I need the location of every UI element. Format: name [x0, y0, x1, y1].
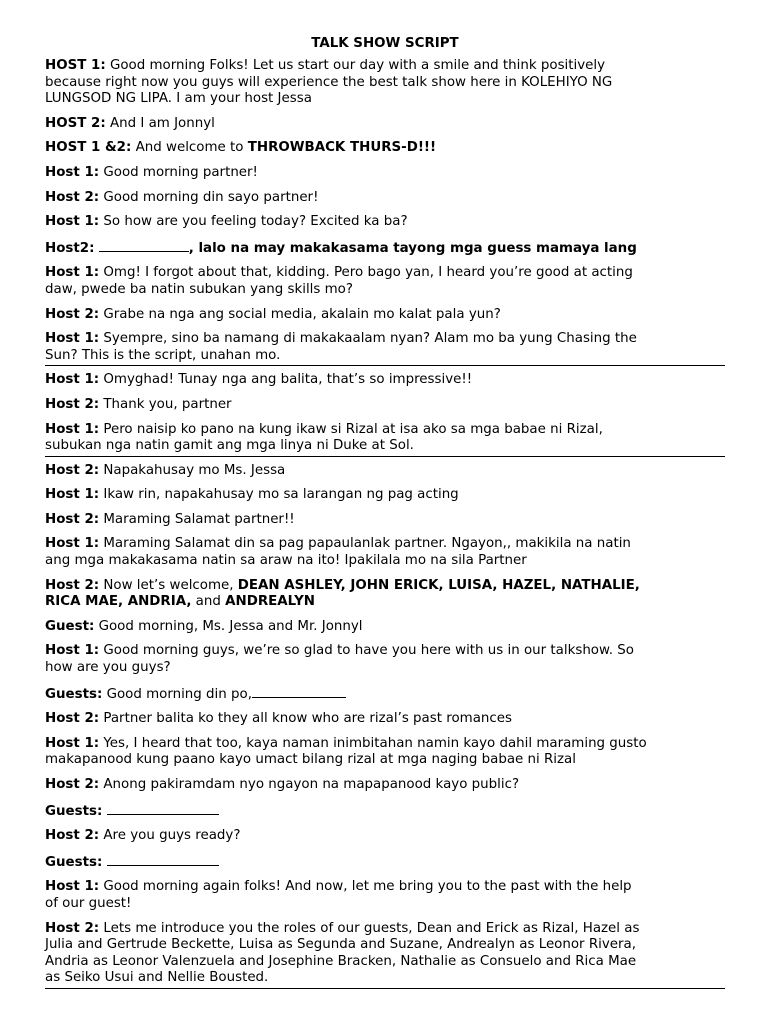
dialogue-text: Yes, I heard that too, kaya naman inimbitahan namin kayo dahil maraming gusto	[99, 735, 647, 751]
speaker-label: Host 1:	[45, 536, 100, 552]
script-line	[45, 463, 725, 480]
speaker-label: Host 2:	[45, 577, 100, 593]
script-line	[45, 536, 725, 569]
script-line	[45, 512, 725, 529]
script-line	[45, 265, 725, 298]
speaker-label: HOST 1 &2:	[45, 140, 132, 156]
script-line	[45, 307, 725, 324]
script-line	[45, 58, 725, 108]
speaker-label: Guests:	[45, 686, 103, 702]
script-line	[45, 736, 725, 769]
dialogue-text: Good morning partner!	[99, 164, 258, 180]
dialogue-text: how are you guys?	[45, 660, 171, 676]
speaker-label: Host 2:	[45, 920, 100, 936]
speaker-label: Host 2:	[45, 306, 100, 322]
speaker-label: Host 1:	[45, 421, 100, 437]
dialogue-text: Anong pakiramdam nyo ngayon na mapapanood kayo public?	[99, 777, 520, 792]
speaker-label: Host2:	[45, 240, 95, 256]
script-line	[45, 397, 725, 414]
script-line	[45, 802, 725, 821]
script-line	[45, 777, 725, 794]
script-line	[45, 214, 725, 231]
speaker-label: Guests:	[45, 803, 103, 819]
speaker-label: Host 2:	[45, 189, 100, 205]
speaker-label: Host 1:	[45, 372, 100, 388]
dialogue-text: So how are you feeling today? Excited ka ba?	[99, 214, 408, 230]
dialogue-text: Omg! I forgot about that, kidding. Pero bago yan, I heard you’re good at acting	[99, 265, 633, 281]
script-page	[45, 36, 725, 995]
speaker-label: Host 1:	[45, 214, 100, 230]
fill-in-blank	[252, 685, 346, 698]
dialogue-text: of our guest!	[45, 895, 132, 911]
script-line	[45, 165, 725, 182]
speaker-label: Guests:	[45, 854, 103, 870]
script-line	[45, 116, 725, 133]
fill-in-blank	[99, 239, 189, 252]
dialogue-text: Maraming Salamat partner!!	[99, 511, 295, 527]
dialogue-text: LUNGSOD NG LIPA. I am your host Jessa	[45, 91, 312, 107]
dialogue-text: Good morning guys, we’re so glad to have you here with us in our talkshow. So	[99, 643, 634, 659]
guest-names: DEAN ASHLEY, JOHN ERICK, LUISA, HAZEL, NATHALIE,	[237, 577, 640, 593]
dialogue-text: And welcome to	[131, 140, 248, 156]
script-line	[45, 239, 725, 258]
dialogue-text: Good morning Folks! Let us start our day with a smile and think positively	[105, 58, 606, 73]
speaker-label: Host 2:	[45, 462, 100, 478]
document-title: TALK SHOW SCRIPT	[311, 36, 459, 51]
script-line	[45, 879, 725, 912]
speaker-label: Host 1:	[45, 265, 100, 281]
script-line	[45, 828, 725, 845]
speaker-label: Host 1:	[45, 735, 100, 751]
script-line	[45, 921, 725, 989]
speaker-label: Host 2:	[45, 777, 100, 792]
dialogue-text: Thank you, partner	[99, 396, 232, 412]
speaker-label: Host 2:	[45, 828, 100, 844]
dialogue-text: , lalo na may makakasama tayong mga guess mamaya lang	[188, 240, 637, 256]
script-line	[45, 140, 725, 157]
script-line	[45, 331, 725, 366]
dialogue-text: And I am Jonnyl	[105, 115, 215, 131]
dialogue-text: Now let’s welcome,	[99, 577, 238, 593]
script-line	[45, 619, 725, 636]
script-line	[45, 422, 725, 457]
speaker-label: Host 2:	[45, 711, 100, 727]
speaker-label: Host 1:	[45, 487, 100, 503]
speaker-label: Host 1:	[45, 643, 100, 659]
dialogue-text: Syempre, sino ba namang di makakaalam nyan? Alam mo ba yung Chasing the	[99, 331, 637, 347]
dialogue-text: daw, pwede ba natin subukan yang skills mo?	[45, 281, 353, 297]
dialogue-text: subukan nga natin gamit ang mga linya ni Duke at Sol.	[45, 438, 414, 454]
script-line	[45, 372, 725, 389]
fill-in-blank	[107, 853, 219, 866]
speaker-label: Host 2:	[45, 396, 100, 412]
speaker-label: HOST 1:	[45, 58, 106, 73]
guest-names: RICA MAE, ANDRIA,	[45, 594, 192, 610]
script-line	[45, 853, 725, 872]
dialogue-text: because right now you guys will experience the best talk show here in KOLEHIYO NG	[45, 74, 613, 90]
dialogue-text: and	[191, 594, 226, 610]
script-line	[45, 711, 725, 728]
script-line	[45, 487, 725, 504]
dialogue-text: ang mga makakasama natin sa araw na ito! Ipakilala mo na sila Partner	[45, 553, 527, 569]
speaker-label: Host 1:	[45, 331, 100, 347]
dialogue-text: Ikaw rin, napakahusay mo sa larangan ng pag acting	[99, 487, 459, 503]
dialogue-text: as Seiko Usui and Nellie Bousted.	[45, 970, 269, 986]
dialogue-text: Pero naisip ko pano na kung ikaw si Rizal at isa ako sa mga babae ni Rizal,	[99, 421, 603, 437]
show-name: THROWBACK THURS-D!!!	[247, 140, 437, 156]
dialogue-text: Partner balita ko they all know who are rizal’s past romances	[99, 711, 512, 727]
dialogue-text: Are you guys ready?	[99, 828, 241, 844]
speaker-label: HOST 2:	[45, 115, 106, 131]
dialogue-text: Omyghad! Tunay nga ang balita, that’s so impressive!!	[99, 372, 473, 388]
dialogue-text: Good morning again folks! And now, let me bring you to the past with the help	[99, 879, 632, 895]
dialogue-text: Good morning, Ms. Jessa and Mr. Jonnyl	[94, 618, 363, 634]
dialogue-text: Good morning din sayo partner!	[99, 189, 319, 205]
dialogue-text: Good morning din po,	[102, 686, 252, 702]
speaker-label: Guest:	[45, 618, 95, 634]
speaker-label: Host 1:	[45, 879, 100, 895]
guest-names: ANDREALYN	[225, 594, 315, 610]
dialogue-text: Lets me introduce you the roles of our guests, Dean and Erick as Rizal, Hazel as	[99, 920, 640, 936]
dialogue-text: Napakahusay mo Ms. Jessa	[99, 462, 286, 478]
script-line	[45, 190, 725, 207]
speaker-label: Host 1:	[45, 164, 100, 180]
script-line	[45, 643, 725, 676]
speaker-label: Host 2:	[45, 511, 100, 527]
dialogue-text: Sun? This is the script, unahan mo.	[45, 347, 281, 363]
dialogue-text: Maraming Salamat din sa pag papaulanlak partner. Ngayon,, makikila na natin	[99, 536, 631, 552]
dialogue-text: Grabe na nga ang social media, akalain mo kalat pala yun?	[99, 306, 501, 322]
fill-in-blank	[107, 802, 219, 815]
dialogue-text: makapanood kung paano kayo umact bilang rizal at mga naging babae ni Rizal	[45, 752, 576, 768]
script-line	[45, 578, 725, 611]
dialogue-text: Julia and Gertrude Beckette, Luisa as Segunda and Suzane, Andrealyn as Leonor Rivera,	[45, 937, 636, 953]
script-line	[45, 685, 725, 704]
dialogue-text: Andria as Leonor Valenzuela and Josephine Bracken, Nathalie as Consuelo and Rica Mae	[45, 953, 637, 969]
